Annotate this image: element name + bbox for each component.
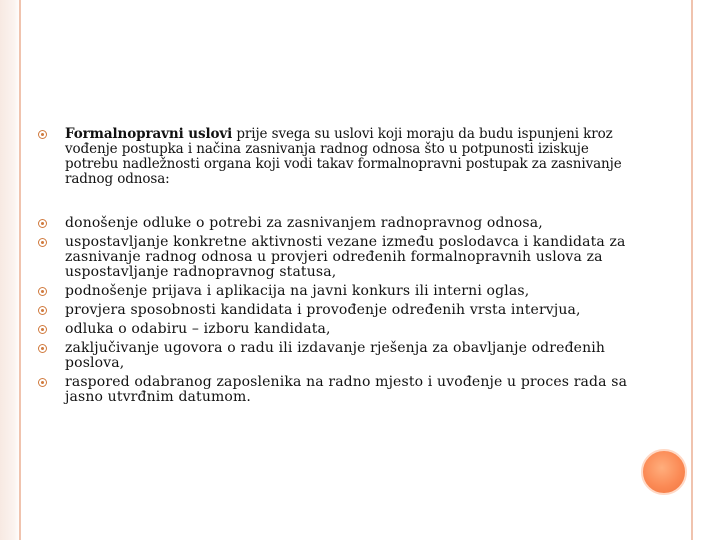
list-item — [38, 341, 638, 371]
list-item — [38, 235, 638, 280]
intro-body: prije svega su uslovi koji moraju da budu ispunjeni kroz vođenje postupka i načina zasnivanja radnog odnosa što u potpunosti iziskuje potrebu nadležnosti organa koji vodi takav formalnopravni postupak za zasnivanje radnog odnosa: — [65, 126, 622, 187]
list-item-text: provjera sposobnosti kandidata i provođenje određenih vrsta intervjua, — [65, 302, 581, 318]
left-decorative-band — [0, 0, 20, 540]
intro-text — [65, 127, 638, 187]
list-item-text: podnošenje prijava i aplikacija na javni konkurs ili interni oglas, — [65, 283, 530, 299]
bullet-icon — [38, 238, 47, 247]
bullet-icon — [38, 344, 47, 353]
list-item-text: zaključivanje ugovora o radu ili izdavanje rješenja za obavljanje određenih poslova, — [65, 340, 606, 371]
bullet-icon — [38, 306, 47, 315]
list-item-text: uspostavljanje konkretne aktivnosti vezane između poslodavca i kandidata za zasnivanje radnog odnosa u provjeri određenih formalnopravnih uslova za uspostavljanje radnopravnog statusa, — [65, 234, 626, 280]
list-item — [38, 284, 638, 299]
bullet-icon — [38, 378, 47, 387]
intro-paragraph — [38, 127, 638, 187]
step-list — [38, 216, 638, 405]
list-item-text: donošenje odluke o potrebi za zasnivanjem radnopravnog odnosa, — [65, 215, 543, 231]
bullet-icon — [38, 287, 47, 296]
list-item-text: odluka o odabiru – izboru kandidata, — [65, 321, 331, 337]
bullet-icon — [38, 219, 47, 228]
list-item — [38, 303, 638, 318]
slide-content — [38, 127, 638, 409]
bullet-icon — [38, 130, 47, 139]
list-item-text: raspored odabranog zaposlenika na radno mjesto i uvođenje u proces rada sa jasno utvrđnim datumom. — [65, 374, 628, 405]
bullet-icon — [38, 325, 47, 334]
list-item — [38, 322, 638, 337]
list-item — [38, 375, 638, 405]
accent-circle — [641, 449, 687, 495]
list-item — [38, 216, 638, 231]
intro-bold-term: Formalnopravni uslovi — [65, 126, 233, 142]
